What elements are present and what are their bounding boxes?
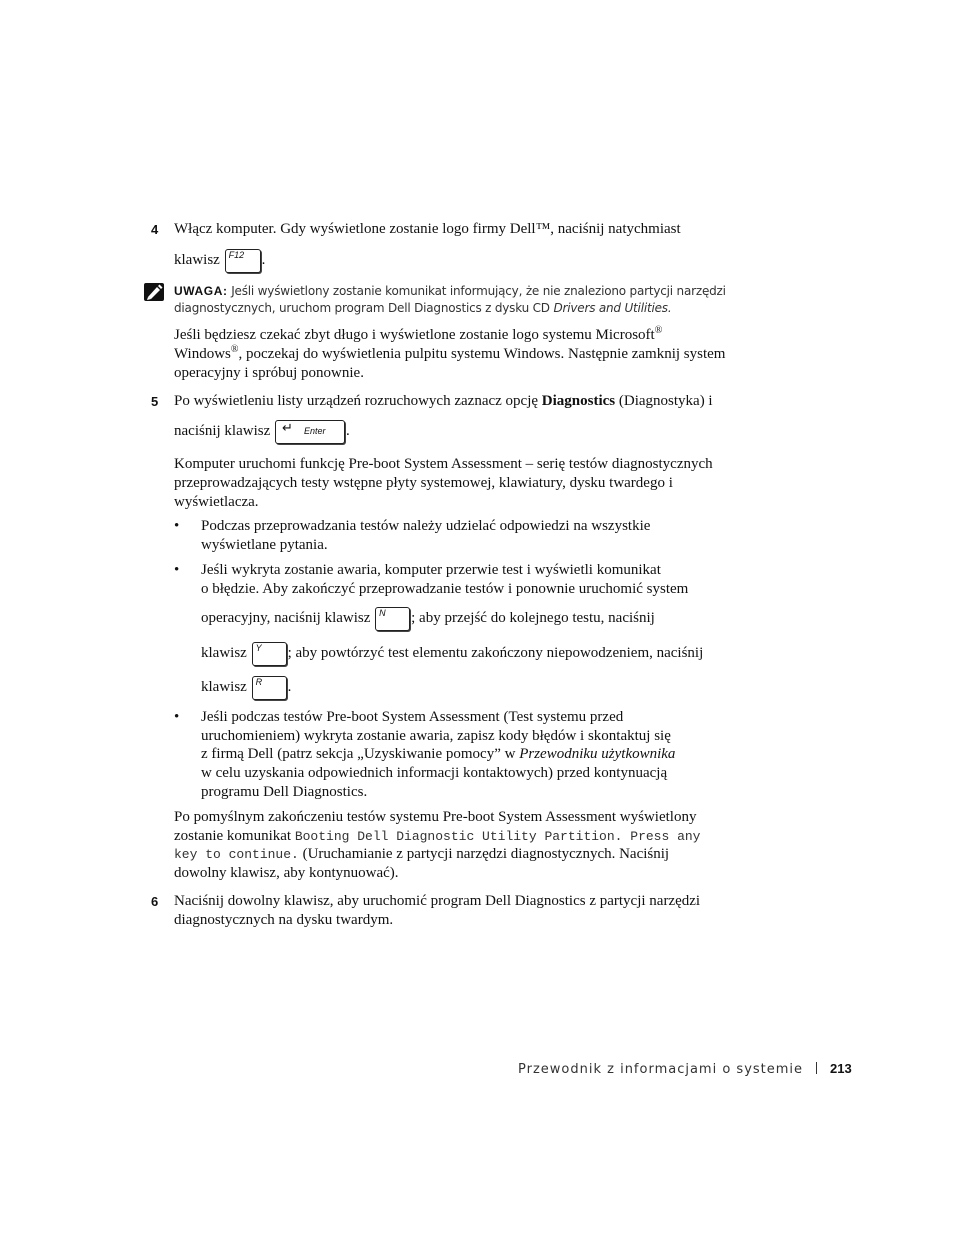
step-6-line-1: Naciśnij dowolny klawisz, aby uruchomić program Dell Diagnostics z partycji narzędzi — [174, 893, 701, 909]
step-number-4: 4 — [151, 222, 159, 237]
footer-separator — [816, 1062, 817, 1074]
bullet-dot: • — [174, 562, 180, 578]
bullet-2-line-4: klawisz Y ; aby powtórzyć test elementu zakończony niepowodzeniem, naciśnij — [201, 639, 731, 667]
step-6-line-2: diagnostycznych na dysku twardym. — [174, 912, 394, 928]
note-uwaga — [174, 283, 734, 317]
success-line-2: zostanie komunikat Booting Dell Diagnostic Utility Partition. Press any — [174, 828, 701, 844]
boot-message-cont: key to continue. — [174, 847, 299, 862]
note-label: UWAGA: — [174, 284, 228, 298]
note-italic: Drivers and Utilities. — [553, 301, 672, 315]
boot-message: Booting Dell Diagnostic Utility Partition. Press any — [294, 829, 701, 844]
bullet-3-line-4: w celu uzyskania odpowiednich informacji kontaktowych) przed kontynuacją — [201, 765, 668, 781]
note-text: Jeśli wyświetlony zostanie komunikat informujący, że nie znaleziono partycji narzędzi diagnostycznych, uruchom program Dell Diagnostics z dysku CD — [174, 284, 726, 315]
bullet-1: Podczas przeprowadzania testów należy udzielać odpowiedzi na wszystkie wyświetlane pytania. — [201, 518, 651, 553]
bullet-2-line-1: Jeśli wykryta zostanie awaria, komputer przerwie test i wyświetli komunikat — [201, 562, 661, 578]
pbsa-paragraph: Komputer uruchomi funkcję Pre-boot System Assessment – serię testów diagnostycznych przeprowadzających testy wstępne płyty systemowej, klawiatury, dysku twardego i wyświetlacza. — [174, 456, 713, 510]
success-line-1: Po pomyślnym zakończeniu testów systemu Pre-boot System Assessment wyświetlony — [174, 809, 697, 825]
y-key-icon: Y — [252, 642, 287, 666]
step-4-line-2: klawisz F12 . — [174, 247, 734, 273]
bullet-dot: • — [174, 518, 180, 534]
page-footer — [518, 1061, 852, 1077]
r-key-icon: R — [252, 676, 287, 700]
bullet-3-line-3: z firmą Dell (patrz sekcja „Uzyskiwanie pomocy” w Przewodniku użytkownika — [201, 746, 676, 762]
step-4-line-1: Włącz komputer. Gdy wyświetlone zostanie logo firmy Dell™, naciśnij natychmiast — [174, 221, 681, 237]
bullet-3-line-1: Jeśli podczas testów Pre-boot System Assessment (Test systemu przed — [201, 709, 624, 725]
bullet-2-line-2: o błędzie. Aby zakończyć przeprowadzanie testów i ponownie uruchomić system — [201, 581, 689, 597]
n-key-icon: N — [375, 607, 410, 631]
bullet-2-line-3: operacyjny, naciśnij klawisz N ; aby przejść do kolejnego testu, naciśnij — [201, 604, 731, 632]
diagnostics-option: Diagnostics — [541, 393, 616, 409]
bullet-3-line-2: uruchomieniem) wykryta zostanie awaria, zapisz kody błędów i skontaktuj się — [201, 728, 671, 744]
step-4-klawisz: klawisz — [174, 252, 220, 268]
step-5-line-2: naciśnij klawisz ↵ Enter . — [174, 418, 734, 444]
success-line-4: dowolny klawisz, aby kontynuować). — [174, 865, 399, 881]
page-number: 213 — [830, 1061, 852, 1076]
enter-key-icon: ↵ Enter — [275, 420, 345, 444]
bullet-2-line-5: klawisz R . — [201, 673, 731, 701]
step-number-6: 6 — [151, 894, 159, 909]
step-number-5: 5 — [151, 394, 159, 409]
success-line-3: key to continue. (Uruchamianie z partycji narzędzi diagnostycznych. Naciśnij — [174, 846, 670, 862]
bullet-3-line-5: programu Dell Diagnostics. — [201, 784, 368, 800]
step-5-line-1: Po wyświetleniu listy urządzeń rozruchowych zaznacz opcję Diagnostics (Diagnostyka) i — [174, 393, 713, 409]
footer-title: Przewodnik z informacjami o systemie — [518, 1062, 804, 1077]
f12-key-icon: F12 — [225, 249, 261, 273]
wait-paragraph: Jeśli będziesz czekać zbyt długo i wyświetlone zostanie logo systemu Microsoft® Windows®, poczekaj do wyświetlenia pulpitu systemu Windows. Następnie zamknij system operacyjny i spróbuj ponownie. — [174, 325, 726, 381]
bullet-dot: • — [174, 709, 180, 725]
note-pencil-icon — [144, 283, 164, 301]
